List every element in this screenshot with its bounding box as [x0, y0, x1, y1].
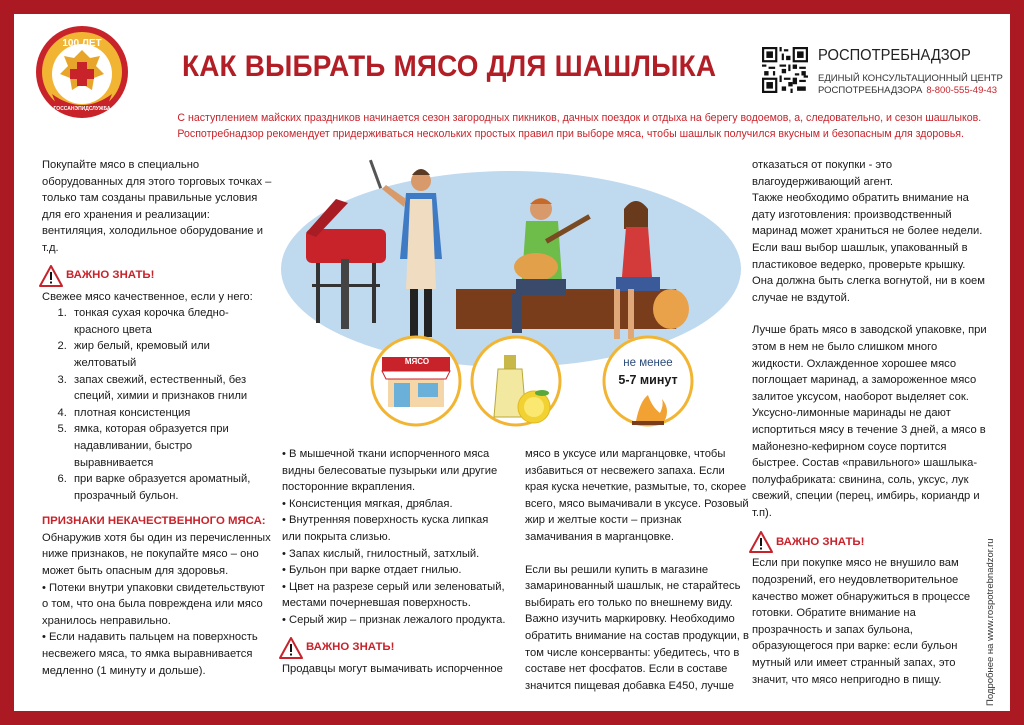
fresh-signs-list	[42, 305, 272, 504]
bad-sign-5: • Внутренняя поверхность куска липкая или покрыта слизью.	[282, 514, 489, 543]
shop-icon	[372, 337, 460, 425]
warning-heading-1	[39, 265, 272, 287]
intro-line2: Роспотребнадзор рекомендует придерживаться нескольких простых правил при выборе мяса, чтобы шашлык получился вкусным и безопасным для здоровья.	[177, 128, 964, 140]
bad-meat-intro: Обнаружив хотя бы один из перечисленных ниже признаков, не покупайте мясо – оно может быть опасным для здоровья.	[42, 531, 271, 578]
logo-subtext: ГОССАНЭПИДСЛУЖБА	[53, 106, 111, 112]
column-3	[525, 446, 750, 694]
list-item: 6. при варке образуется ароматный, прозрачный бульон.	[70, 471, 272, 504]
column-1	[42, 157, 272, 679]
date-check-text: Также необходимо обратить внимание на дату изготовления: производственный маринад может храниться не более недели. Если ваш выбор шашлык, упакованный в пластиковое ведерко, проверьте крышку. Она должна быть слегка вогнутой, ни в коем случае не вздутой.	[752, 192, 985, 304]
column-2	[282, 446, 507, 677]
minutes-line2: 5-7 минут	[618, 373, 678, 387]
bad-sign-6: • Запах кислый, гнилостный, затхлый.	[282, 547, 480, 560]
list-item: 3. запах свежий, естественный, без специй, химии и признаков гнили	[70, 372, 272, 405]
shop-advice: Покупайте мясо в специально оборудованных для этого торговых точках – только там созданы правильные условия для его хранения и реализации: вентиляция, холодильное оборудование и т.д.	[42, 159, 272, 254]
bad-sign-7: • Бульон при варке отдает гнилью.	[282, 564, 462, 577]
factory-pack-text: Лучше брать мясо в заводской упаковке, при этом в нем не было слишком много жидкости. Охлажденное хорошее мясо поглощает маринад, а замороженное мясо залитое уксусом, наоборот выделяет сок. Уксусно-лимонные маринады не дают испортиться мясу в течение 3 дней, а мясо в майонезно-кефирном соусе портится быстрее. Состав «правильного» шашлыка-полуфабриката: свинина, соль, уксус, лук свежий, специи (перец, имбирь, кориандр и т.п).	[752, 324, 987, 519]
bad-sign-8: • Цвет на разрезе серый или зеленоватый, местами почерневшая поверхность.	[282, 580, 505, 610]
poster	[14, 14, 1010, 711]
list-item: 4. плотная консистенция	[70, 405, 272, 422]
qr-code-icon	[762, 47, 808, 93]
warning-label: ВАЖНО ЗНАТЬ!	[776, 536, 865, 549]
org-line1: ЕДИНЫЙ КОНСУЛЬТАЦИОННЫЙ ЦЕНТР	[818, 73, 1003, 84]
logo-text: 100 ЛЕТ	[62, 38, 102, 49]
bad-sign-1: • Потеки внутри упаковки свидетельствуют о том, что она была повреждена или мясо хранилось неправильно.	[42, 581, 265, 627]
marinated-advice-text: Если вы решили купить в магазине замаринованный шашлык, не старайтесь выбирать его только по внешнему виду. Важно изучить маркировку. Необходимо обратить внимание на состав продукции, в том числе консерванты: убедитесь, что в составе нет фосфатов. Если в составе значится пищевая добавка Е450, лучше	[525, 563, 749, 692]
warning-triangle-icon	[749, 531, 773, 553]
org-block	[762, 44, 1002, 104]
column-4	[752, 157, 988, 688]
warning-triangle-icon	[39, 265, 63, 287]
refuse-purchase-text: отказаться от покупки - это влагоудерживающий агент.	[752, 159, 893, 188]
hotline-phone[interactable]: 8-800-555-49-43	[926, 85, 998, 96]
bad-meat-heading: ПРИЗНАКИ НЕКАЧЕСТВЕННОГО МЯСА:	[42, 515, 266, 528]
bad-sign-3: • В мышечной ткани испорченного мяса видны белесоватые пузырьки или другие посторонние вкрапления.	[282, 448, 498, 494]
intro-text	[148, 110, 988, 142]
fresh-intro: Свежее мясо качественное, если у него:	[42, 290, 253, 303]
list-item: 5. ямка, которая образуется при надавливании, быстро выравнивается	[70, 421, 272, 471]
org-line2	[818, 85, 997, 96]
bad-sign-2: • Если надавить пальцем на поверхность несвежего мяса, то ямка выравнивается медленно (1 минуту и дольше).	[42, 631, 258, 677]
sellers-soaking-text: Продавцы могут вымачивать испорченное	[282, 662, 503, 675]
warning-triangle-icon	[279, 637, 303, 659]
soaking-signs-text: мясо в уксусе или марганцовке, чтобы избавиться от несвежего запаха. Если края куска нечеткие, размытые, то, скорее всего, мясо вымачивали в уксусе. Розовый жир и желтые кости – признак замачивания в марганцовке.	[525, 448, 749, 543]
list-item: 2. жир белый, кремовый или желтоватый	[70, 338, 272, 371]
shop-sign-label: МЯСО	[404, 357, 430, 366]
minutes-line1: не менее	[623, 357, 673, 369]
bad-sign-4: • Консистенция мягкая, дряблая.	[282, 497, 453, 510]
warning-heading-3	[749, 531, 988, 553]
warning-label: ВАЖНО ЗНАТЬ!	[66, 269, 155, 282]
vinegar-lemon-icon	[472, 337, 560, 425]
intro-line1: С наступлением майских праздников начинается сезон загородных пикников, дачных поездок и отдыха на берегу водоемов, а, следовательно, и сезон шашлыков.	[177, 112, 982, 124]
warning-heading-2	[279, 637, 507, 659]
picnic-illustration	[276, 149, 746, 439]
page-title: КАК ВЫБРАТЬ МЯСО ДЛЯ ШАШЛЫКА	[182, 50, 717, 83]
side-note	[984, 526, 998, 706]
bad-sign-9: • Серый жир – признак лежалого продукта.	[282, 613, 506, 626]
website-link[interactable]: Подробнее на www.rospotrebnadzor.ru	[985, 538, 996, 706]
anniversary-emblem-icon	[34, 24, 130, 120]
org-name: РОСПОТРЕБНАДЗОР	[818, 47, 971, 64]
list-item: 1. тонкая сухая корочка бледно-красного цвета	[70, 305, 272, 338]
org-line2-text: РОСПОТРЕБНАДЗОРА	[818, 85, 923, 96]
cooking-check-text: Если при покупке мясо не внушило вам подозрений, его неудовлетворительное качество может обнаружиться в процессе готовки. Обратите внимание на прозрачность и запах бульона, образующегося при варке: если бульон мутный или имеет странный запах, это значит, что мясо непригодно в пищу.	[752, 557, 971, 686]
warning-label: ВАЖНО ЗНАТЬ!	[306, 641, 395, 654]
